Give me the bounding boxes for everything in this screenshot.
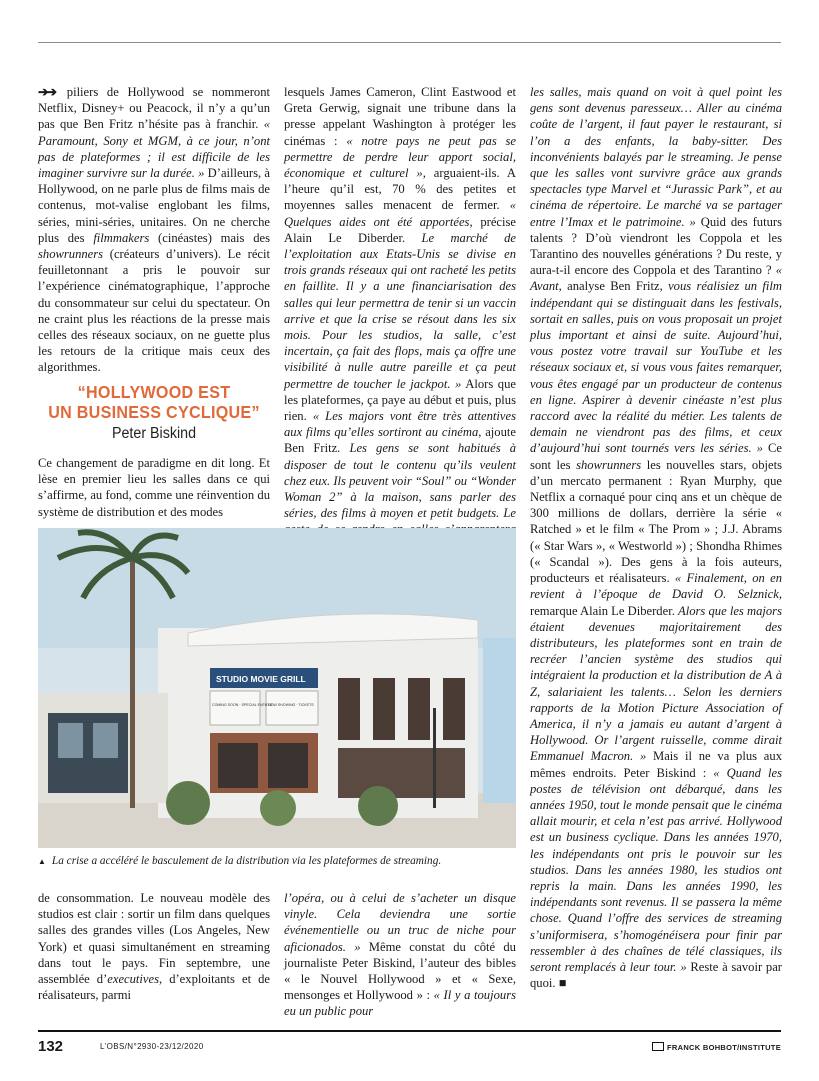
text-run: , arguaient-ils. A l’heure qu’il est, 70 % des petites et moyennes salles menacent de fermer. xyxy=(284,166,516,213)
text-run: piliers de Hollywood se nommeront Netflix, Disney+ ou Peacock, il n’y a qu’un pas que Ben Fritz n’hésite pas à franchir. xyxy=(38,85,270,132)
text-run: vous réalisiez un film indépendant qui se distinguait dans les festivals, sortait en salles, puis on vous proposait un projet plus important et ainsi de suite. Aujourd’hui, vous postez votre travail sur YouTube et les réseaux sociaux et, si vous vous faites remarquer, vous êtes engagé par un producteur de contenus en ligne. Aspirer à devenir cinéaste n’est plus raccord avec la réalité du métier. Les talents de demain ne viendront pas des films, et ceux d’aujourd’hui sont tournés vers les séries. » xyxy=(530,279,782,456)
text-run: Alors que les plateformes, ça paye au début et puis, plus rien. xyxy=(284,376,516,424)
text-run: , ajoute Ben Fritz. xyxy=(284,425,516,456)
text-run: « Paramount, Sony et MGM, à ce jour, n’ont pas de plateformes ; il est difficile de les imaginer survivre sur la durée. » xyxy=(38,117,270,181)
pull-quote-headline-2: UN BUSINESS CYCLIQUE” xyxy=(48,402,260,422)
text-run: les nouvelles stars, objets d’un mercato permanent : Ryan Murphy, que Netflix a cornaqué pour cinq ans et un chèque de 300 millions de dollars, derrière la série « Ratched » et le film « The Prom » ; J.J. Abrams (« Star Wars », « Westworld ») ; Shondha Rhimes (« Scandal »). Des gens à la fois auteurs, producteurs et réalisateurs. xyxy=(530,457,782,586)
theater-sign: STUDIO MOVIE GRILL xyxy=(216,674,306,684)
col2-paragraph xyxy=(284,84,516,554)
text-run: Ce sont les xyxy=(530,441,782,472)
text-run: « notre pays ne peut pas se permettre de perdre leur apport social, économique et culturel » xyxy=(284,133,516,181)
caption-triangle-icon: ▲ xyxy=(38,857,46,866)
text-run: « Il y a toujours eu un public pour xyxy=(284,988,516,1019)
text-run: , précise Alain Le Diberder. xyxy=(284,214,516,245)
text-run: Les gens se sont habitués à disposer de tout le contenu qu’ils veulent chez eux. Ils peuvent voir “Soul” ou “Wonder Woman 2” à la maison, sans parler des séries, des films à moyen et petit budgets. Le xyxy=(284,441,516,521)
top-rule xyxy=(38,42,781,43)
column-1-bottom xyxy=(38,890,270,1003)
marquee-left: COMING SOON · SPECIAL EVENTS xyxy=(212,703,272,707)
text-run: (créateurs d’univers). Le récit feuilletonnant a pris le pouvoir sur l’expérience cinématographique, l’approche du consommateur sur celui du spectateur. On ne craint plus les réactions de la presse mais celles des réseaux sociaux, on ne guette plus les retours de la critique mais ceux des algorithmes. xyxy=(38,247,270,375)
text-run: executives xyxy=(107,972,160,987)
text-run: (cinéastes) mais des xyxy=(149,230,270,245)
text-run: remarque Alain Le Diberder. xyxy=(530,603,679,618)
col1-runs xyxy=(38,85,270,374)
photo-credit-text: FRANCK BOHBOT/INSTITUTE xyxy=(667,1043,781,1052)
column-1-text xyxy=(38,84,270,376)
text-run: « Quand les postes de télévision ont débarqué, dans les années 1950, tout le monde pensait que le cinéma allait mourir, et cela n’est pas arrivé. Hollywood est un business cyclique. Dans les années 1970, les indépendants ont pris le pouvoir sur les studios. Dans les années 1980, les studios ont repris la main. Dans les années 1990, les indépendants sont revenus. Il se passera la même chose. Quand l’offre des services de streaming s’uniformisera, s’homogénéisera pour finir par ressembler à des chaînes de télé classiques, ils seront remplacés à leur tour. » xyxy=(530,765,782,974)
text-run: Le marché de l’exploitation aux Etats-Unis se divise en trois grands réseaux qui ont racheté les petits en faillite. Il y a une financiarisation des salles qui leur permettra de tenir si un vaccin arrive et que la crise se résout dans les six mois. Pour les studios, la salle, c’est incertain, ça fait des flops, mais ça offre une visibilité à nulle autre pareille et ça peut permettre de toucher le jackpot. » xyxy=(284,230,516,391)
pull-quote-author: Peter Biskind xyxy=(111,425,197,442)
text-run: de consommation. Le nouveau modèle des studios est clair : sortir un film dans quelques salles des grandes villes (Los Angeles, New York) et quasi simultanément en streaming dans tout le pays. Fin septembre, une assemblée d’ xyxy=(38,891,270,987)
text-run: Reste à savoir par quoi. xyxy=(530,959,782,991)
page-number: 132 xyxy=(38,1038,64,1055)
photo-credit xyxy=(652,1042,781,1052)
col1b-paragraph xyxy=(38,890,270,1003)
text-run: « Quelques aides ont été apportées xyxy=(284,198,516,229)
text-run: ■ xyxy=(558,976,567,991)
text-run: les salles, mais quand on voit à quel point les gens sont devenus paresseux… Aller au cinéma coûte de l’argent, il faut payer le restaurant, si l’on a des enfants, la baby-sitter. Des inconvénients balayés par le streaming. Je pense que les salles vont survivre grâce aux grands spectacles type Marvel et “Jurassic Park”, et au cinéma de répertoire. Le marché va se partager entre l’Imax et le patrimoine. » xyxy=(530,85,782,229)
col1c-paragraph: Ce changement de paradigme en dit long. Et lèse en premier lieu les salles dans ce qui s’affirme, au fond, comme une réinvention du système de distribution et des modes xyxy=(38,456,270,519)
cinema-photo xyxy=(38,528,516,848)
text-run: filmmakers xyxy=(93,230,150,245)
pull-quote xyxy=(38,382,270,443)
text-run: Mais il ne va plus aux mêmes endroits. Peter Biskind : xyxy=(530,749,782,780)
issue-info: L’OBS/N°2930-23/12/2020 xyxy=(100,1042,204,1051)
text-run: « Les majors vont être très attentives aux films qu’elles sortiront au cinéma xyxy=(284,409,516,440)
text-run: « Finalement, on en revient à l’époque de David O. Selznick, xyxy=(530,571,782,602)
bottom-rule xyxy=(38,1030,781,1032)
cinema-illustration xyxy=(38,528,516,848)
caption-text: La crise a accéléré le basculement de la distribution via les plateformes de streaming. xyxy=(51,855,442,867)
pull-quote-headline-1: “HOLLYWOOD EST xyxy=(77,382,231,402)
text-run: analyse Ben Fritz, xyxy=(561,279,669,294)
camera-icon xyxy=(652,1042,664,1051)
text-run: showrunners xyxy=(38,247,104,262)
text-run: lesquels James Cameron, Clint Eastwood et Greta Gerwig, signait une tribune dans la presse appelant Washington à protéger les cinémas : xyxy=(284,85,516,148)
text-run: showrunners xyxy=(576,457,642,472)
photo-caption xyxy=(38,855,516,867)
text-run: l’opéra, ou à celui de s’acheter un disque vinyle. Cela deviendra une sortie événementielle ou un truc de niche pour aficionados. » xyxy=(284,891,516,954)
col1-paragraph xyxy=(38,84,270,376)
text-run: Quid des futurs talents ? D’où viendront les Coppola et les Tarantino des nouvelles générations ? Du reste, y aura-t-il encore des Coppola et des Tarantino ? xyxy=(530,214,782,278)
column-3-text xyxy=(530,84,782,991)
column-1-continued xyxy=(38,455,270,520)
column-2-bottom xyxy=(284,890,516,1020)
continuation-arrow-icon: ➔➔ xyxy=(38,85,56,99)
col3-paragraph xyxy=(530,84,782,991)
marquee-right: NOW SHOWING · TICKETS xyxy=(268,703,314,707)
text-run: D’ailleurs, à Hollywood, on ne parle plus de films mais de contenus, mot-valise englobant les films, séries, mini-séries, unitaires. On ne cherche plus des xyxy=(38,166,270,245)
col2b-paragraph xyxy=(284,890,516,1020)
column-2-text xyxy=(284,84,516,554)
text-run: Même constat du côté du journaliste Peter Biskind, l’auteur des bibles « le Nouvel Hollywood » et « Sexe, mensonges et Hollywood » : xyxy=(284,939,516,1003)
text-run: , d’exploitants et de réalisateurs, parmi xyxy=(38,972,270,1003)
text-run: Alors que les majors étaient devenues majoritairement des distributeurs, les plateformes sont en train de recréer l’ancien système des studios qui intégraient la production et la distribution de A à Z, salariaient les talents… Selon les derniers rapports de la Motion Picture Association of America, il n’y a jamais eu autant d’argent à Hollywood. Or l’argent ruisselle, comme dirait Emmanuel Macron. » xyxy=(530,603,782,764)
text-run: « Avant, xyxy=(530,263,782,294)
